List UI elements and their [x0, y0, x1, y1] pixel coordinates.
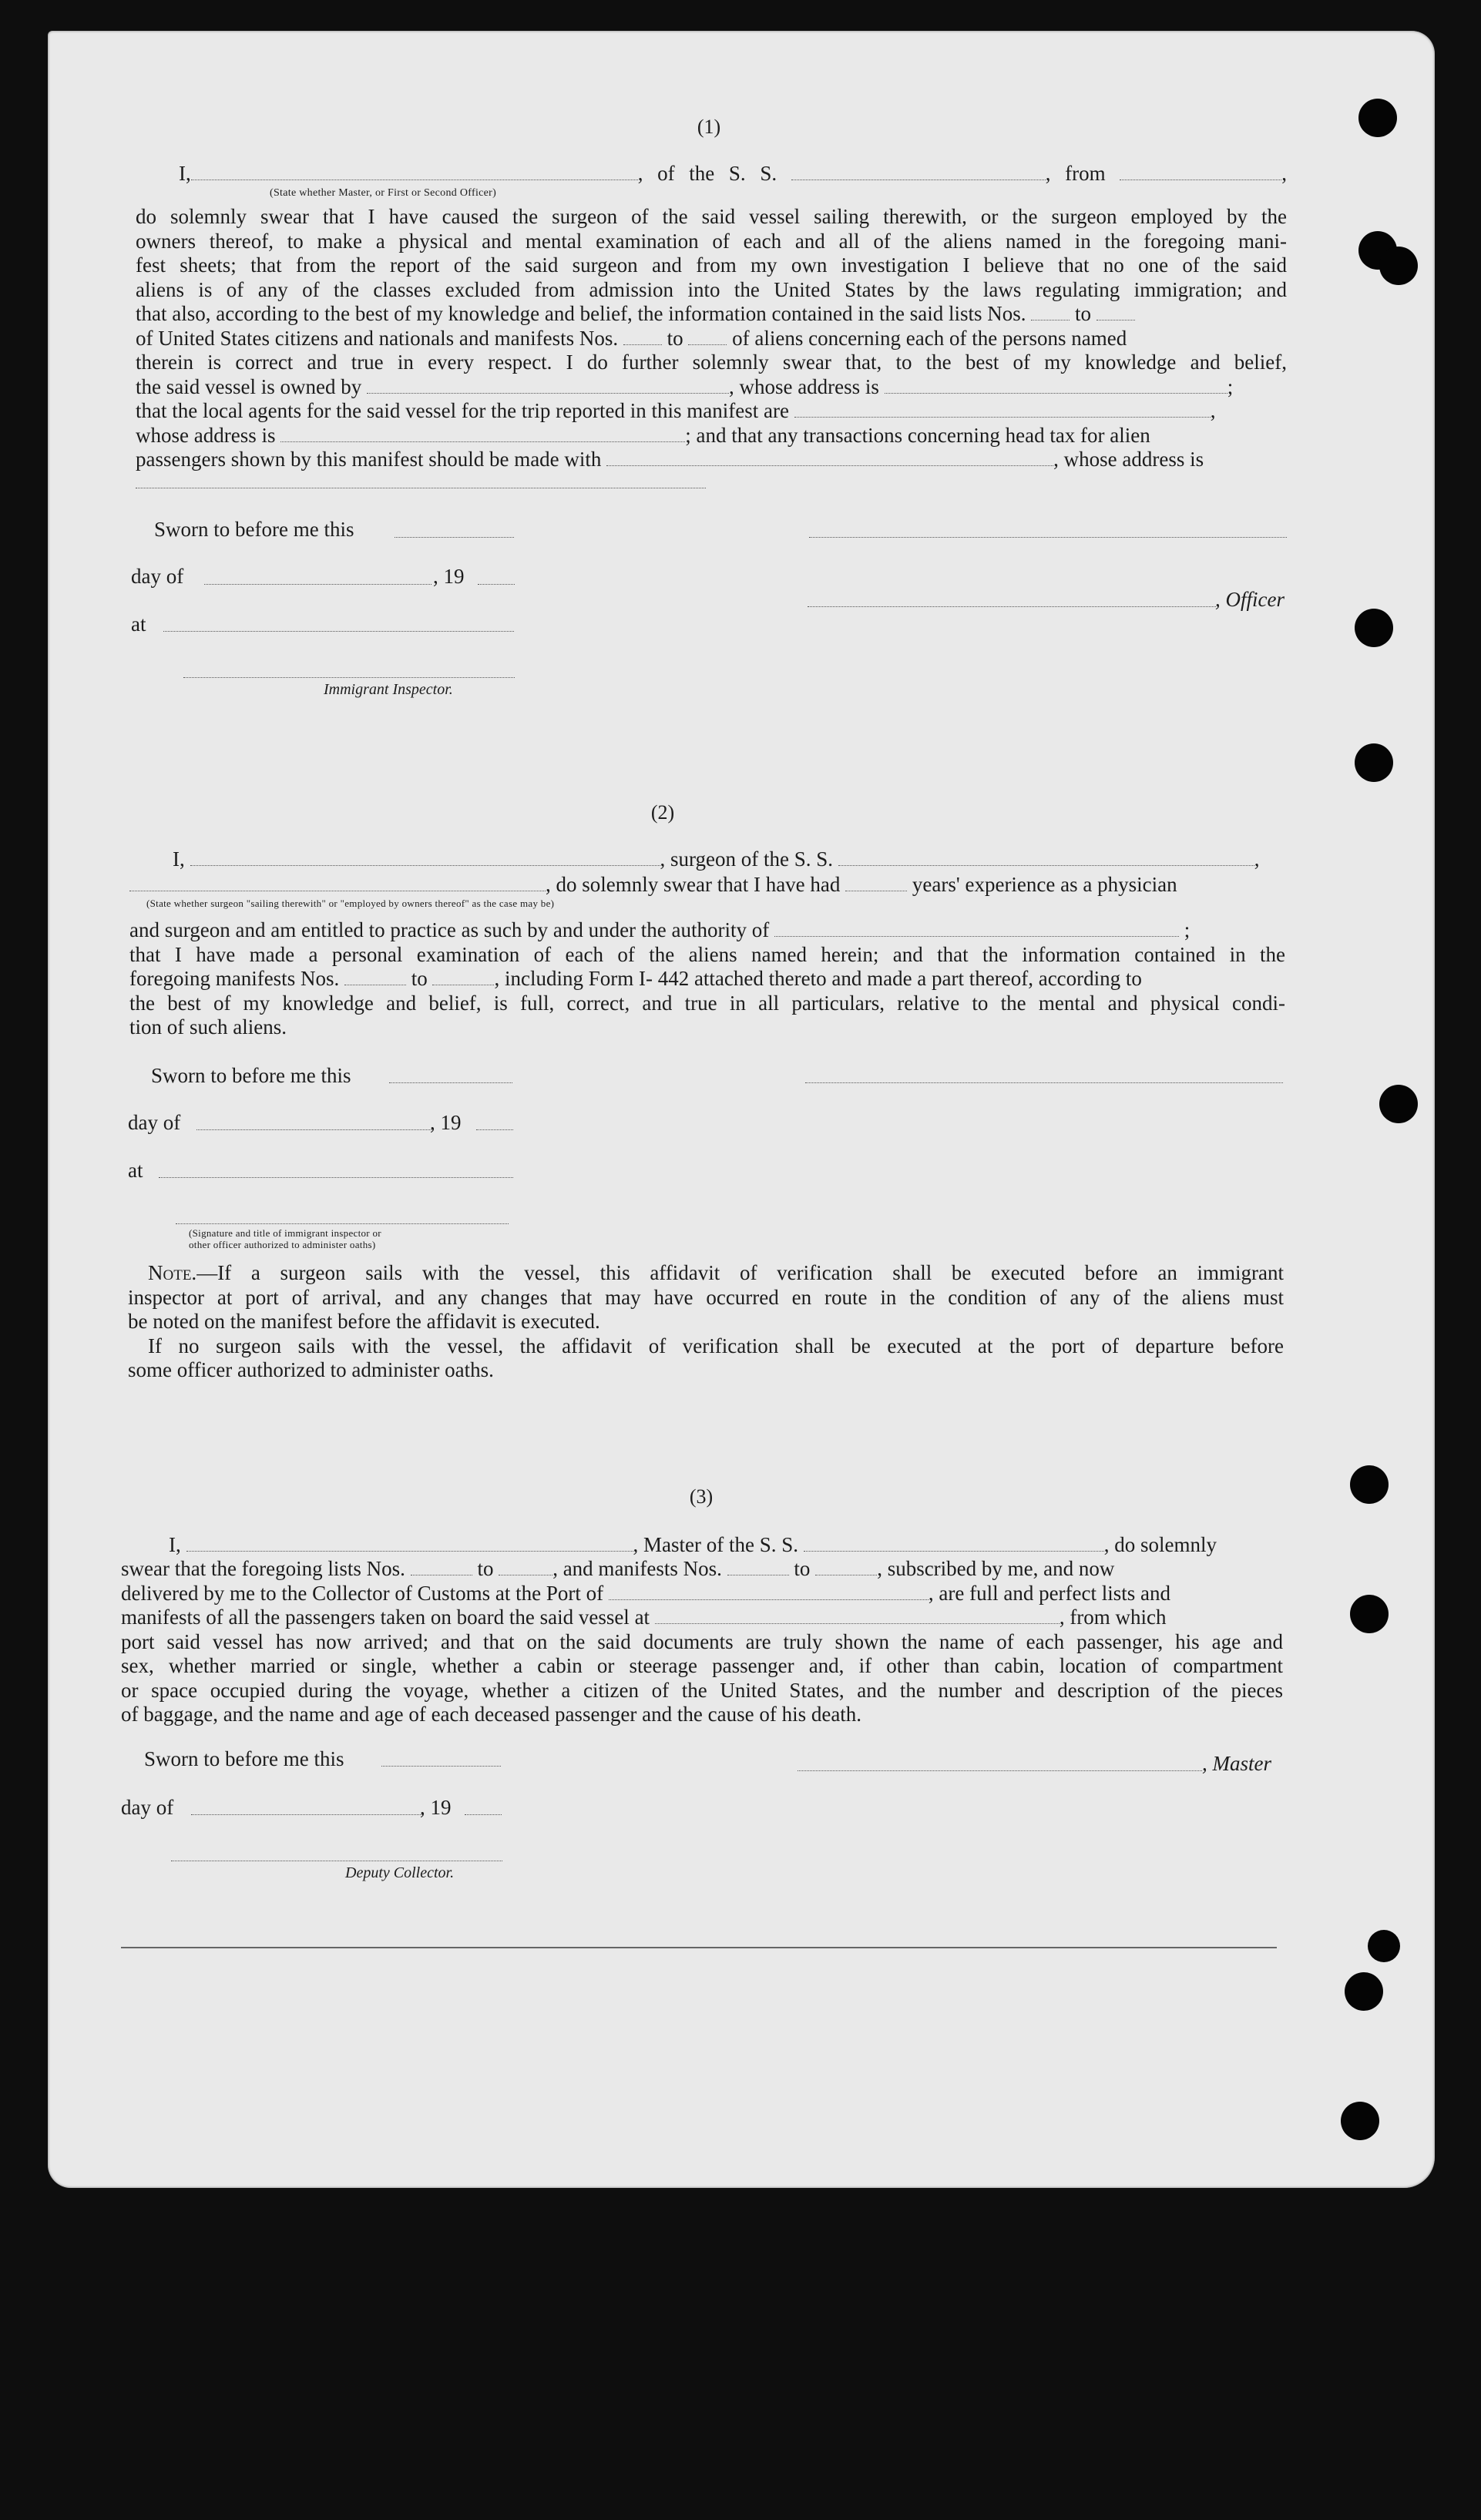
para-line	[129, 918, 1285, 943]
para-text: of aliens concerning each of the persons named	[732, 326, 1127, 350]
note-text: —If a surgeon sails with the vessel, this affidavit of verification shall be executed before an immigrant	[196, 1261, 1284, 1284]
month-field-2[interactable]	[196, 1129, 432, 1130]
para-text: and surgeon and am entitled to practice as such by and under the authority of	[129, 918, 770, 941]
para-text: swear that the foregoing lists Nos.	[121, 1557, 405, 1580]
para-text: ;	[1227, 374, 1234, 398]
month-field[interactable]	[204, 584, 432, 585]
sig-note-1: (Signature and title of immigrant inspector or	[189, 1227, 381, 1239]
authority-field[interactable]	[774, 936, 1179, 937]
year-field-3[interactable]	[465, 1814, 502, 1815]
para-line: port said vessel has now arrived; and that on the said documents are truly shown the name of each passenger, his age and	[121, 1629, 1283, 1653]
note-line	[128, 1261, 1284, 1286]
at-label: at	[131, 612, 146, 636]
vessel-name-field-3[interactable]	[804, 1551, 1104, 1552]
note-line: some officer authorized to administer oaths.	[128, 1358, 494, 1381]
para-line: do solemnly swear that I have caused the surgeon of the said vessel sailing therewith, or the surgeon employed by the	[136, 205, 1287, 228]
inspector-signature-field[interactable]	[183, 677, 515, 678]
para-line	[136, 302, 1287, 327]
sworn-label: Sworn to before me this	[154, 518, 354, 541]
master-label: , Master of the S. S.	[633, 1533, 798, 1556]
para-text: of United States citizens and nationals and manifests Nos.	[136, 326, 619, 350]
officer-note: (State whether Master, or First or Second Officer)	[270, 187, 497, 199]
surgeon-label: , surgeon of the S. S.	[660, 847, 834, 871]
note-block	[128, 1261, 1284, 1383]
section-1-number: (1)	[697, 116, 721, 138]
para-text: that also, according to the best of my knowledge and belief, the information contained in the said lists Nos.	[136, 302, 1026, 325]
para-line	[121, 1582, 1283, 1606]
head-tax-field[interactable]	[606, 465, 1053, 466]
para-line: tion of such aliens.	[129, 1015, 287, 1039]
binder-hole	[1345, 1972, 1383, 2011]
para-text: years' experience as a physician	[912, 873, 1177, 896]
officer-label: , Officer	[1215, 588, 1285, 611]
para-line: sex, whether married or single, whether a cabin or steerage passenger and, if other than cabin, location of compartment	[121, 1654, 1283, 1677]
day-of-label: day of	[131, 565, 184, 588]
binder-hole	[1350, 1465, 1389, 1504]
sworn-label-2: Sworn to before me this	[151, 1064, 351, 1087]
binder-hole	[1358, 99, 1397, 137]
para-line	[136, 424, 1287, 448]
para-line	[121, 1557, 1283, 1582]
section-2-paragraph	[129, 918, 1285, 1040]
day-of-label-3: day of	[121, 1796, 174, 1819]
port-field[interactable]	[609, 1599, 929, 1600]
i-label: I,	[179, 162, 191, 185]
para-text: , from which	[1059, 1606, 1167, 1629]
to-label: to	[411, 967, 428, 990]
year-field[interactable]	[478, 584, 515, 585]
inspector-label: Immigrant Inspector.	[324, 681, 453, 698]
section-3-number: (3)	[689, 1485, 714, 1508]
to-label: to	[667, 326, 683, 350]
master-name-field[interactable]	[186, 1551, 633, 1552]
month-field-3[interactable]	[191, 1814, 422, 1815]
day-of-label-2: day of	[128, 1111, 181, 1134]
section-1-paragraph	[136, 205, 1287, 472]
section-1-line-1	[136, 162, 1287, 186]
sworn-date-field-2[interactable]	[389, 1082, 512, 1083]
master-label-2: , Master	[1202, 1752, 1271, 1775]
local-agents-field[interactable]	[794, 417, 1211, 418]
of-ss-label: , of the S. S.	[637, 162, 777, 185]
owner-field[interactable]	[367, 393, 729, 394]
para-line	[136, 448, 1287, 472]
para-text: that the local agents for the said vessel for the trip reported in this manifest are	[136, 399, 789, 422]
section-2-number: (2)	[650, 801, 675, 824]
binder-hole	[1355, 743, 1393, 782]
sig-note-2: other officer authorized to administer oaths)	[189, 1239, 376, 1250]
section-2-line-1	[129, 847, 1285, 872]
para-line: owners thereof, to make a physical and mental examination of each and all of the aliens named in the foregoing mani-	[136, 229, 1287, 253]
binder-hole	[1379, 1085, 1418, 1123]
para-text: whose address is	[136, 423, 276, 447]
section-2-line-2	[129, 873, 1285, 898]
para-text: ;	[1184, 918, 1191, 941]
para-line	[136, 399, 1287, 424]
nineteen-label-2: , 19	[430, 1111, 462, 1134]
to-label: to	[1074, 302, 1091, 325]
para-line: of baggage, and the name and age of each deceased passenger and the cause of his death.	[121, 1703, 862, 1726]
at-place-field[interactable]	[163, 631, 514, 632]
para-line	[136, 327, 1287, 351]
deputy-label: Deputy Collector.	[345, 1864, 455, 1881]
sworn-date-field[interactable]	[395, 537, 514, 538]
owner-address-field[interactable]	[885, 393, 1227, 394]
section-3-line-1	[121, 1533, 1283, 1558]
sworn-label-3: Sworn to before me this	[144, 1747, 344, 1770]
para-text: , including Form I- 442 attached thereto and made a part thereof, according to	[494, 967, 1142, 990]
para-line	[121, 1606, 1283, 1630]
note-label: Note.	[148, 1261, 197, 1284]
binder-hole	[1379, 247, 1418, 285]
para-line: fest sheets; that from the report of the said surgeon and from my own investigation I believe that no one of the said	[136, 253, 1287, 277]
para-text: ,	[1210, 399, 1216, 422]
para-text: , subscribed by me, and now	[877, 1557, 1115, 1580]
nineteen-label: , 19	[433, 565, 465, 588]
at-label-2: at	[128, 1159, 143, 1182]
surgeon-note: (State whether surgeon "sailing therewith" or "employed by owners thereof" as the case may be)	[146, 898, 555, 909]
inspector-signature-field-2[interactable]	[176, 1223, 509, 1224]
para-line: or space occupied during the voyage, whether a citizen of the United States, and the number and description of the pieces	[121, 1678, 1283, 1702]
year-field-2[interactable]	[476, 1129, 513, 1130]
vessel-name-field-2[interactable]	[838, 865, 1254, 866]
i-label: I,	[169, 1533, 181, 1556]
binder-hole	[1341, 2102, 1379, 2140]
para-line: that I have made a personal examination of each of the aliens named herein; and that the information contained in the	[129, 942, 1285, 966]
comma: ,	[1254, 847, 1260, 871]
comma: ,	[1281, 162, 1288, 185]
from-label: , from	[1045, 162, 1106, 185]
para-text: , do solemnly	[1103, 1533, 1217, 1556]
para-text: , whose address is	[1053, 448, 1204, 471]
binder-hole	[1350, 1595, 1389, 1633]
note-line: inspector at port of arrival, and any changes that may have occurred en route in the condition of any of the aliens must	[128, 1285, 1284, 1309]
to-label: to	[794, 1557, 811, 1580]
note-line: be noted on the manifest before the affidavit is executed.	[128, 1310, 600, 1333]
para-text: delivered by me to the Collector of Customs at the Port of	[121, 1581, 604, 1605]
master-signature-field[interactable]	[798, 1770, 1202, 1771]
nineteen-label-3: , 19	[420, 1796, 452, 1819]
para-text: ; and that any transactions concerning head tax for alien	[685, 423, 1150, 447]
boarding-port-field[interactable]	[655, 1623, 1060, 1624]
i-label: I,	[173, 847, 185, 871]
para-text: the said vessel is owned by	[136, 374, 362, 398]
section-3-paragraph	[121, 1557, 1283, 1727]
at-place-field-2[interactable]	[159, 1177, 513, 1178]
para-line: therein is correct and true in every respect. I do further solemnly swear that, to the best of my knowledge and belief,	[136, 351, 1287, 374]
para-line	[129, 967, 1285, 992]
para-text: manifests of all the passengers taken on board the said vessel at	[121, 1606, 650, 1629]
officer-title-field[interactable]	[808, 606, 1216, 607]
para-text: , are full and perfect lists and	[928, 1581, 1171, 1605]
surgeon-signature-field[interactable]	[805, 1082, 1283, 1083]
para-text: passengers shown by this manifest should be made with	[136, 448, 602, 471]
agent-address-field[interactable]	[280, 441, 685, 442]
manifests-to-field[interactable]	[688, 344, 727, 345]
para-text: , and manifests Nos.	[552, 1557, 722, 1580]
binder-hole	[1355, 609, 1393, 647]
note-line: If no surgeon sails with the vessel, the affidavit of verification shall be executed at the port of departure before	[148, 1334, 1284, 1357]
manifests-from-field[interactable]	[623, 344, 662, 345]
surgeon-name-field[interactable]	[190, 865, 660, 866]
para-line: the best of my knowledge and belief, is full, correct, and true in all particulars, relative to the mental and physical condi-	[129, 991, 1285, 1015]
para-line	[136, 375, 1287, 400]
officer-signature-field[interactable]	[809, 537, 1287, 538]
para-text: foregoing manifests Nos.	[129, 967, 340, 990]
para-text: , whose address is	[728, 374, 879, 398]
sworn-date-field-3[interactable]	[381, 1766, 501, 1767]
para-text: , do solemnly swear that I have had	[546, 873, 841, 896]
para-line: aliens is of any of the classes excluded from admission into the United States by the laws regulating immigration; and	[136, 277, 1287, 301]
to-label: to	[477, 1557, 494, 1580]
bottom-rule	[121, 1947, 1277, 1948]
binder-hole	[1368, 1930, 1400, 1962]
